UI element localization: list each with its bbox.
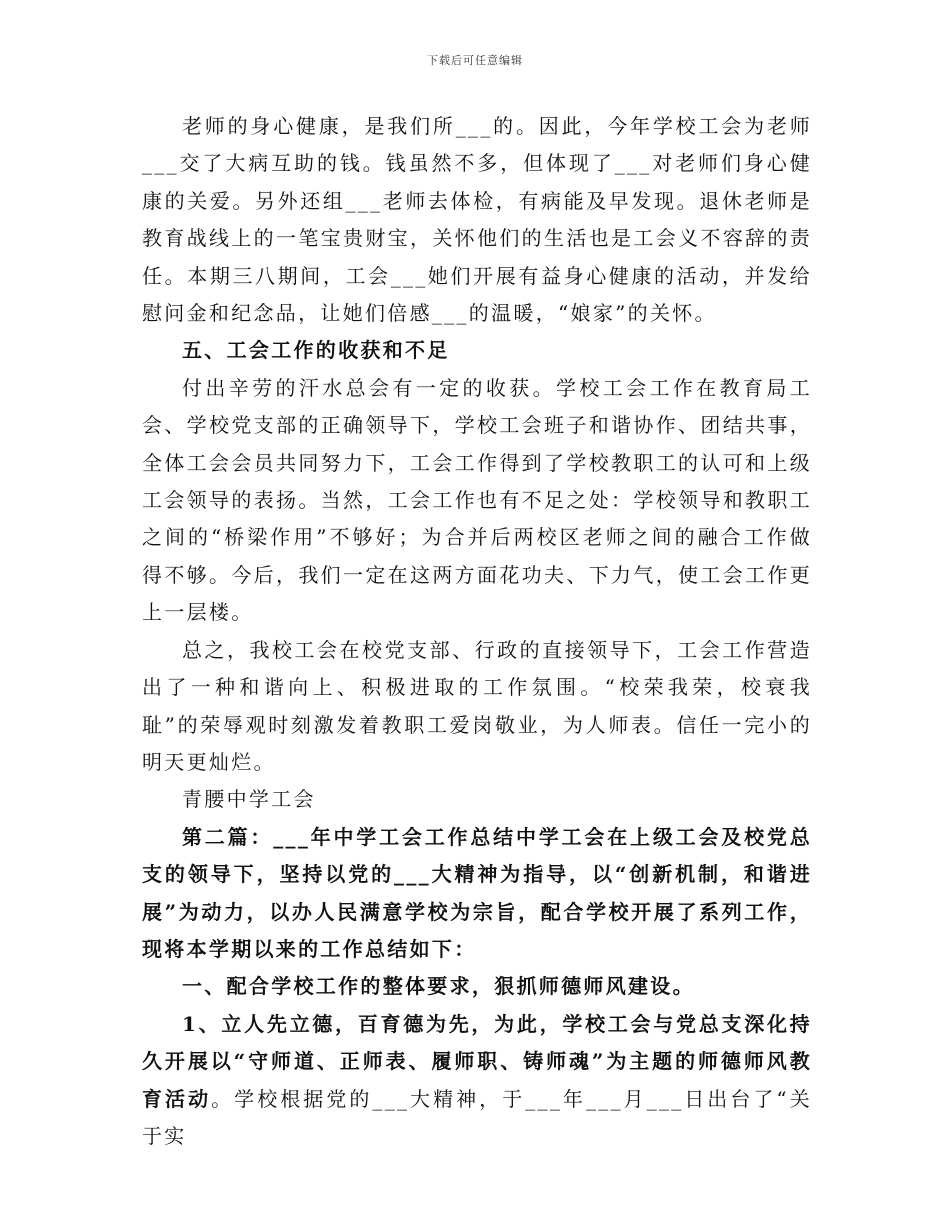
paragraph-gains: 付出辛劳的汗水总会有一定的收获。学校工会工作在教育局工会、学校党支部的正确领导下，学校工会班子和谐协作、团结共事，全体工会会员共同努力下，工会工作得到了学校教职工的认可和上级工会领导的表扬。当然，工会工作也有不足之处：学校领导和教职工之间的“桥梁作用”不够好；为合并后两校区老师之间的融合工作做得不够。今后，我们一定在这两方面花功夫、下力气，使工会工作更上一层楼。 xyxy=(142,375,812,625)
signature-line: 青腰中学工会 xyxy=(182,787,316,812)
paragraph-health-care: 老师的身心健康，是我们所___的。因此，今年学校工会为老师___交了大病互助的钱。钱虽然不多，但体现了___对老师们身心健康的关爱。另外还组___老师去体检，有病能及早发现。退休老师是教育战线上的一笔宝贵财宝，关怀他们的生活也是工会义不容辞的责任。本期三八期间，工会___她们开展有益身心健康的活动，并发给慰问金和纪念品，让她们倍感___的温暖，“娘家”的关怀。 xyxy=(142,114,812,326)
section-heading-ethics: 一、配合学校工作的整体要求，狠抓师德师风建设。 xyxy=(182,974,695,999)
section-heading-gains-shortcomings: 五、工会工作的收获和不足 xyxy=(182,338,450,363)
document-body xyxy=(142,108,812,1155)
paragraph-ethics-activity xyxy=(142,1006,812,1156)
page-header: 下载后可任意编辑 xyxy=(427,54,523,67)
paragraph-ethics-activity-rest: 。学校根据党的___大精神，于___年___月___日出台了“关于实 xyxy=(142,1086,812,1148)
paragraph-conclusion: 总之，我校工会在校党支部、行政的直接领导下，工会工作营造出了一种和谐向上、积极进取的工作氛围。“校荣我荣，校衰我耻”的荣辱观时刻激发着教职工爱岗敬业，为人师表。信任一完小的明天更灿烂。 xyxy=(142,637,812,774)
paragraph-second-article-intro: 第二篇：___年中学工会工作总结中学工会在上级工会及校党总支的领导下，坚持以党的___大精神为指导，以“创新机制，和谐进展”为动力，以办人民满意学校为宗旨，配合学校开展了系列工作，现将本学期以来的工作总结如下： xyxy=(142,824,812,961)
paragraph-ethics-activity-bold: 1、立人先立德，百育德为先，为此，学校工会与党总支深化持久开展以“守师道、正师表、履师职、铸师魂”为主题的师德师风教育活动 xyxy=(142,1011,812,1111)
